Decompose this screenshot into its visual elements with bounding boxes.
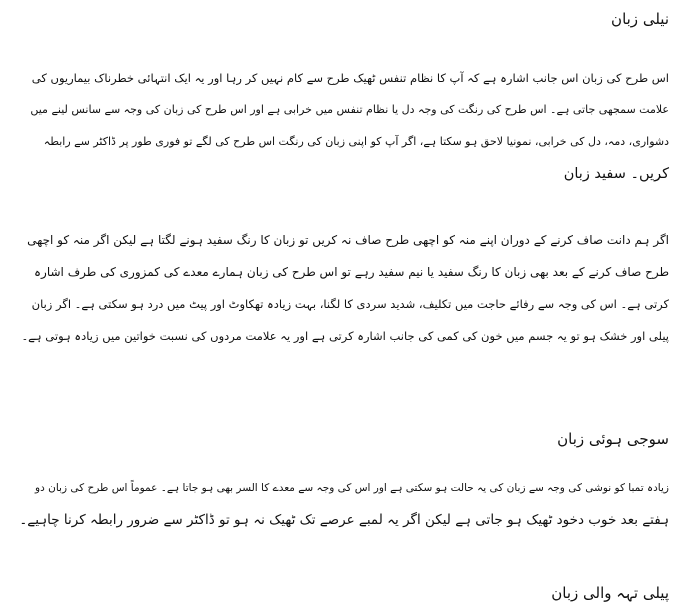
paragraph-line: طرح صاف کرنے کے بعد بھی زبان کا رنگ سفید یا نیم سفید رہے تو اس طرح کی زبان ہمارے معدے کی کمزوری کی طرف اشارہ: [34, 265, 669, 279]
paragraph-line: زیادہ تمبا کو نوشی کی وجہ سے زبان کی یہ حالت ہو سکتی ہے اور اس کی وجہ سے معدے کا السر بھی ہو جاتا ہے۔ عموماً اس طرح کی زبان دو: [35, 482, 669, 494]
heading-yellow-coated-tongue: پیلی تہہ والی زبان: [551, 584, 669, 602]
paragraph-line: اس طرح کی زبان اس جانب اشارہ ہے کہ آپ کا نظام تنفس ٹھیک طرح سے کام نہیں کر رہا اور یہ ایک انتہائی خطرناک بیماریوں کی: [31, 71, 669, 85]
paragraph-swollen-tongue: [16, 472, 669, 536]
paragraph-line: علامت سمجھی جاتی ہے۔ اس طرح کی رنگت کی وجہ دل یا نظام تنفس میں خرابی ہے اور اس طرح کی زبان کی وجہ سے سانس لینے میں: [30, 103, 669, 116]
paragraph-white-tongue: [16, 224, 669, 352]
heading-swollen-tongue: سوجی ہوئی زبان: [557, 430, 669, 448]
paragraph-line: کریں۔ سفید زبان: [563, 166, 669, 182]
heading-blue-tongue: نیلی زبان: [611, 10, 669, 28]
paragraph-line: ہفتے بعد خوب دخود ٹھیک ہو جاتی ہے لیکن اگر یہ لمبے عرصے تک ٹھیک نہ ہو تو ڈاکٹر سے ضرور رابطہ کرنا چاہیے۔: [19, 512, 669, 528]
paragraph-line: اگر ہم دانت صاف کرنے کے دوران اپنے منہ کو اچھی طرح صاف نہ کریں تو زبان کا رنگ سفید ہونے لگتا ہے لیکن اگر منہ کو اچھی: [27, 233, 669, 247]
paragraph-line: دشواری، دمہ، دل کی خرابی، نمونیا لاحق ہو سکتا ہے، اگر آپ کو اپنی زبان کی رنگت اس طرح کی لگے تو فوری طور پر ڈاکٹر سے رابطہ: [43, 135, 669, 148]
paragraph-line: کرتی ہے۔ اس کی وجہ سے رفائے حاجت میں تکلیف، شدید سردی کا لگنا، بہت زیادہ تھکاوٹ اور پیٹ میں درد ہو سکتی ہے۔ اگر زبان: [31, 297, 669, 311]
paragraph-blue-tongue: [16, 62, 669, 190]
paragraph-line: پیلی اور خشک ہو تو یہ جسم میں خون کی کمی کی جانب اشارہ کرتی ہے اور یہ علامت مردوں کی نسبت خواتین میں زیادہ ہوتی ہے۔: [21, 329, 669, 343]
